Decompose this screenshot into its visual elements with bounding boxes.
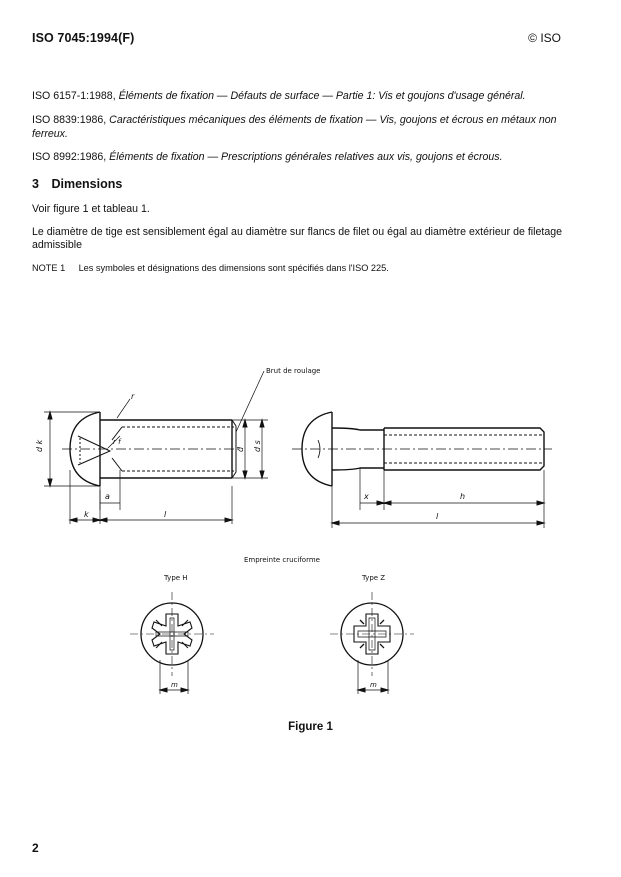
- reference-title: Caractéristiques mécaniques des éléments de fixation — Vis, goujons et écrous en métaux non ferreux.: [32, 114, 557, 140]
- recess-type-z: [330, 592, 414, 694]
- dim-x: x: [364, 492, 369, 501]
- dim-rf: r f: [113, 438, 121, 446]
- label-type-h: Type H: [164, 574, 188, 582]
- section-number: 3: [32, 177, 39, 191]
- dim-ds: d s: [253, 440, 262, 452]
- page-number: 2: [32, 841, 39, 855]
- paragraph-see-figure: Voir figure 1 et tableau 1.: [32, 203, 150, 215]
- label-empreinte-cruciforme: Empreinte cruciforme: [244, 556, 320, 564]
- dim-l: l: [164, 510, 167, 519]
- label-type-z: Type Z: [362, 574, 386, 582]
- figure-caption: Figure 1: [288, 721, 333, 733]
- reference-code: ISO 6157-1:1988,: [32, 90, 116, 102]
- copyright-mark: © ISO: [528, 31, 561, 45]
- screw-exterior-view: [292, 412, 552, 528]
- note-label: NOTE 1: [32, 263, 66, 273]
- document-standard-id: ISO 7045:1994(F): [32, 31, 135, 45]
- dim-m-type-h: m: [171, 681, 178, 689]
- note-text: Les symboles et désignations des dimensions sont spécifiés dans l'ISO 225.: [78, 263, 389, 273]
- reference-code: ISO 8992:1986,: [32, 151, 107, 163]
- dim-r: r: [131, 392, 135, 401]
- dim-h: h: [460, 492, 466, 501]
- section-title: Dimensions: [51, 177, 123, 191]
- screw-section-view: [44, 371, 268, 524]
- recess-type-h: [130, 592, 214, 694]
- dim-k: k: [84, 510, 89, 519]
- dim-a: a: [105, 492, 110, 501]
- dim-d: d: [236, 446, 245, 452]
- dim-m-type-z: m: [370, 681, 377, 689]
- reference-code: ISO 8839:1986,: [32, 114, 107, 126]
- reference-title: Éléments de fixation — Défauts de surface — Partie 1: Vis et goujons d'usage général.: [118, 90, 526, 102]
- dim-l-right: l: [436, 512, 439, 521]
- paragraph-shank-diameter: Le diamètre de tige est sensiblement égal au diamètre sur flancs de filet ou égal au diamètre extérieur de filetage admissible: [32, 226, 562, 251]
- reference-title: Éléments de fixation — Prescriptions générales relatives aux vis, goujons et écrous.: [109, 151, 503, 163]
- dim-dk: d k: [35, 439, 44, 452]
- label-brut-de-roulage: Brut de roulage: [266, 367, 321, 375]
